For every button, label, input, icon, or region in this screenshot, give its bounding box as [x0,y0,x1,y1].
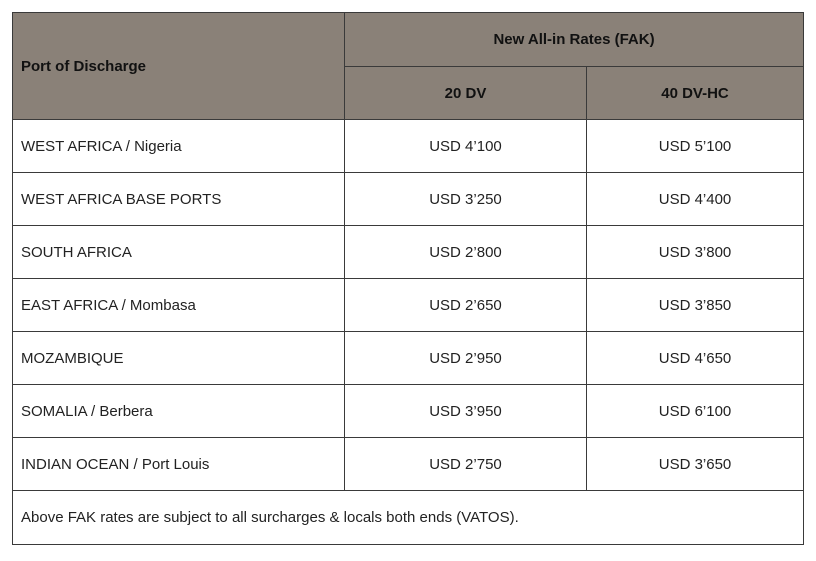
port-cell: SOMALIA / Berbera [13,385,345,438]
rate-40dvhc-cell: USD 3’850 [587,279,804,332]
port-cell: MOZAMBIQUE [13,332,345,385]
port-cell: WEST AFRICA / Nigeria [13,120,345,173]
rate-40dvhc-cell: USD 4’650 [587,332,804,385]
table-row [13,385,804,438]
rate-20dv-cell: USD 2’800 [345,226,587,279]
rate-40dvhc-cell: USD 6’100 [587,385,804,438]
port-cell: EAST AFRICA / Mombasa [13,279,345,332]
table-row [13,332,804,385]
rate-20dv-cell: USD 2’750 [345,438,587,491]
table-body [13,120,804,545]
rate-20dv-cell: USD 2’650 [345,279,587,332]
rate-40dvhc-cell: USD 3’800 [587,226,804,279]
rate-20dv-cell: USD 3’950 [345,385,587,438]
table-row [13,173,804,226]
rate-20dv-cell: USD 4’100 [345,120,587,173]
port-cell: WEST AFRICA BASE PORTS [13,173,345,226]
rate-20dv-cell: USD 2’950 [345,332,587,385]
rate-40dvhc-cell: USD 3’650 [587,438,804,491]
rate-20dv-cell: USD 3’250 [345,173,587,226]
port-cell: INDIAN OCEAN / Port Louis [13,438,345,491]
table-header [13,13,804,120]
table-row [13,120,804,173]
footnote: Above FAK rates are subject to all surcharges & locals both ends (VATOS). [13,491,804,545]
port-cell: SOUTH AFRICA [13,226,345,279]
footnote-row [13,491,804,545]
all-in-rates-header: New All-in Rates (FAK) [345,13,804,67]
table-row [13,438,804,491]
port-of-discharge-header: Port of Discharge [13,13,345,120]
rate-40dvhc-cell: USD 4’400 [587,173,804,226]
header-row [13,13,804,67]
col-header-40dvhc: 40 DV-HC [587,67,804,120]
table-row [13,279,804,332]
table-row [13,226,804,279]
rates-table [12,12,804,545]
col-header-20dv: 20 DV [345,67,587,120]
rate-40dvhc-cell: USD 5’100 [587,120,804,173]
